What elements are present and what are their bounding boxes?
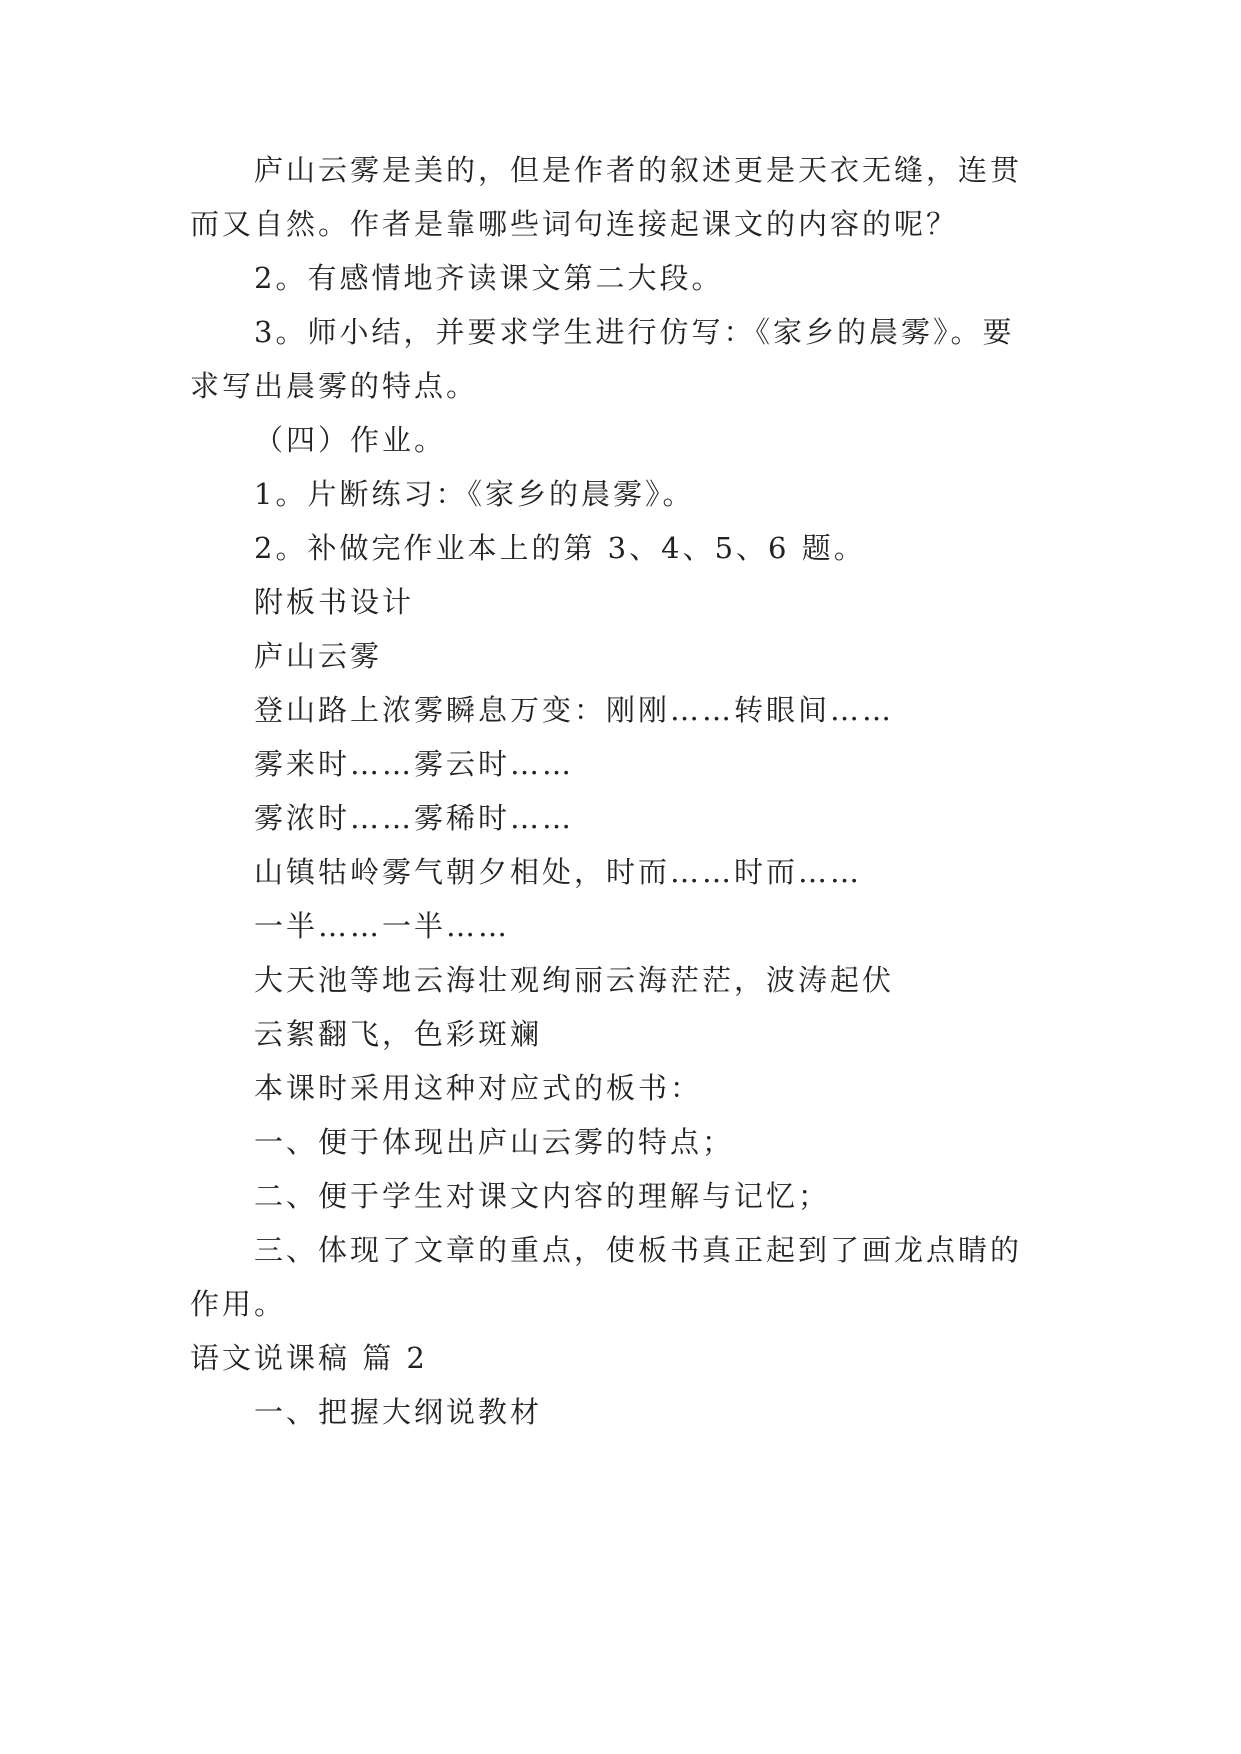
paragraph-line: 本课时采用这种对应式的板书： [254, 1071, 703, 1105]
paragraph-line: 云絮翻飞，色彩斑斓 [254, 1017, 543, 1051]
paragraph-line: 大天池等地云海壮观绚丽云海茫茫，波涛起伏 [254, 963, 895, 997]
section-heading: （四）作业。 [254, 423, 447, 457]
list-item: 一、便于体现出庐山云雾的特点； [254, 1125, 735, 1159]
section-title: 语文说课稿 篇 2 [190, 1341, 428, 1375]
list-item: 三、体现了文章的重点，使板书真正起到了画龙点睛的 [254, 1233, 1023, 1267]
list-item: 1。片断练习：《家乡的晨雾》。 [254, 477, 695, 511]
list-item: 二、便于学生对课文内容的理解与记忆； [254, 1179, 831, 1213]
paragraph-line: 附板书设计 [254, 585, 415, 619]
paragraph-line: 一半……一半…… [254, 909, 511, 943]
paragraph-line: 2。有感情地齐读课文第二大段。 [254, 261, 724, 295]
paragraph-line: 雾浓时……雾稀时…… [254, 801, 575, 835]
paragraph-line: 作用。 [190, 1287, 287, 1321]
paragraph-line: 3。师小结，并要求学生进行仿写：《家乡的晨雾》。要 [254, 315, 1015, 349]
paragraph-line: 庐山云雾 [254, 639, 383, 673]
paragraph-line: 山镇牯岭雾气朝夕相处，时而……时而…… [254, 855, 863, 889]
section-heading: 一、把握大纲说教材 [254, 1395, 543, 1429]
paragraph-line: 而又自然。作者是靠哪些词句连接起课文的内容的呢？ [190, 207, 959, 241]
paragraph-line: 雾来时……雾云时…… [254, 747, 575, 781]
paragraph-line: 求写出晨雾的特点。 [190, 369, 479, 403]
paragraph-line: 登山路上浓雾瞬息万变：刚刚……转眼间…… [254, 693, 895, 727]
list-item: 2。补做完作业本上的第 3、4、5、6 题。 [254, 531, 866, 565]
paragraph-line: 庐山云雾是美的，但是作者的叙述更是天衣无缝，连贯 [254, 153, 1023, 187]
